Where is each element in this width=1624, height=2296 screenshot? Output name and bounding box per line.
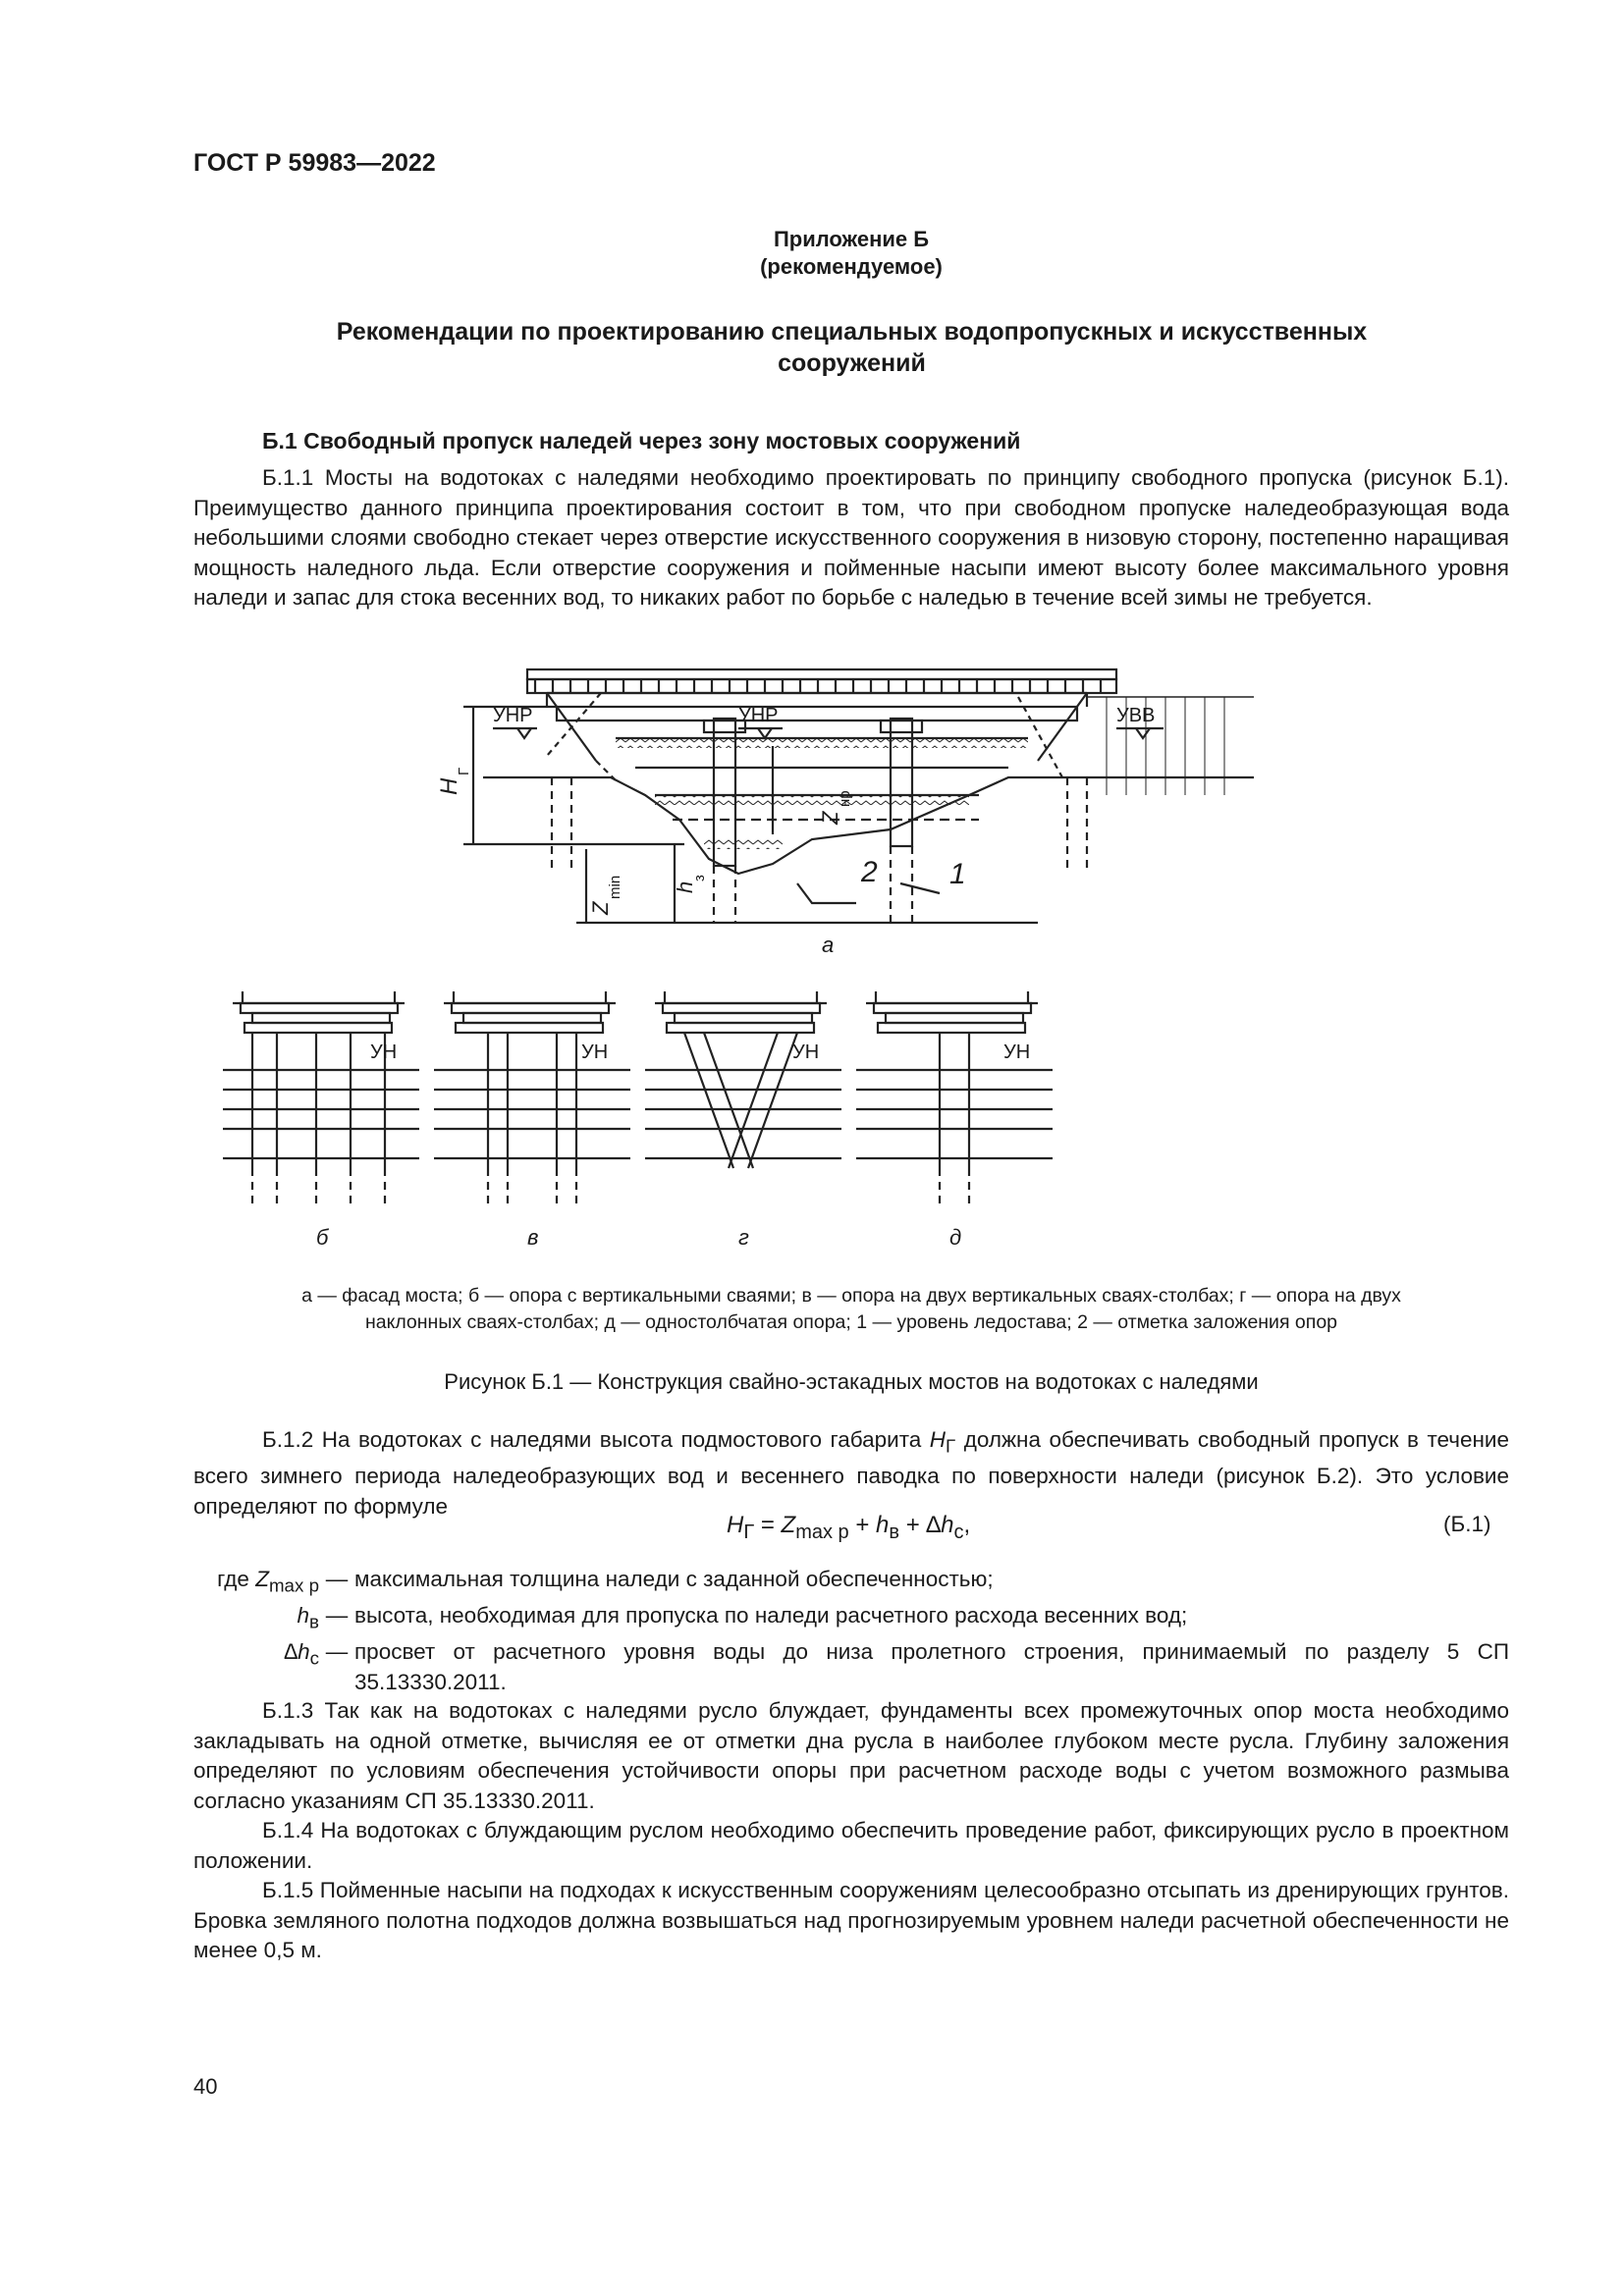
label-znr-sub: нр (837, 790, 853, 807)
section-title: Б.1 Свободный пропуск наледей через зону мостовых сооружений (262, 428, 1021, 454)
paragraph-b11 (193, 463, 1509, 614)
label-un-d: УН (1003, 1041, 1031, 1063)
label-hg: H (436, 777, 462, 795)
where-text-hv: высота, необходимая для пропуска по наледи расчетного расхода весенних вод; (354, 1603, 1188, 1628)
formula-tail: , (963, 1512, 971, 1538)
panel-b (223, 991, 419, 1207)
formula-lhs: H (727, 1512, 744, 1538)
formula-lhs-sub: Г (743, 1521, 755, 1543)
formula-t1-sub: max p (795, 1521, 849, 1543)
main-title: Рекомендации по проектированию специальных водопропускных и искусственных сооружений (336, 318, 1368, 377)
where-dash: — (325, 1639, 349, 1664)
label-2: 2 (861, 856, 878, 888)
label-zmin: Z (588, 901, 613, 915)
p2-text-a: Б.1.2 На водотоках с наледями высота подмостового габарита (262, 1427, 930, 1452)
label-g: г (738, 1225, 749, 1250)
figure-b1 (223, 658, 1489, 1256)
formula-t1: Z (781, 1512, 796, 1538)
figure-caption (193, 1283, 1509, 1336)
where-sym-hv: h (297, 1603, 310, 1628)
where-row-hv (193, 1601, 1509, 1637)
label-a: а (822, 933, 835, 957)
appendix-title: Приложение Б (773, 227, 930, 251)
formula-t2-sub: в (889, 1521, 900, 1543)
p2-symbol: H (929, 1427, 947, 1452)
formula-t3: h (941, 1512, 954, 1538)
where-prefix: где (217, 1567, 256, 1591)
where-row-dhc (193, 1637, 1509, 1697)
where-text-zmax: максимальная толщина наледи с заданной обеспеченностью; (354, 1567, 994, 1591)
appendix-status: (рекомендуемое) (760, 254, 943, 279)
where-sub-hv: в (309, 1611, 319, 1632)
label-znr: Z (818, 811, 842, 825)
paragraph-b11-text: Б.1.1 Мосты на водотоках с наледями необходимо проектировать по принципу свободного пропуска (рисунок Б.1). Преимущество данного принципа проектирования состоит в том, что при свободном пропуске наледеобразующая вода небольшими слоями свободно стекает через отверстие искусственного сооружения в низовую сторону, постепенно наращивая мощность наледного льда. Если отверстие сооружения и пойменные насыпи имеют высоту более максимального уровня наледи и запас для стока весенних вод, то никаких работ по борьбе с наледью в течение всей зимы не требуется. (193, 465, 1509, 610)
figure-title: Рисунок Б.1 — Конструкция свайно-эстакадных мостов на водотоках с наледями (444, 1369, 1259, 1394)
p2-text-b: должна обеспечивать свободный пропуск в течение всего зимнего периода наледеобразующих вод и весеннего паводка по поверхности наледи (рисунок Б.2). Это условие определяют по формуле (193, 1427, 1510, 1519)
where-row-zmax (193, 1565, 1509, 1601)
pier-labels (316, 1041, 1030, 1250)
where-text-dhc: просвет от расчетного уровня воды до низа пролетного строения, принимаемый по разделу 5 СП 35.13330.2011. (354, 1639, 1509, 1694)
label-h3-sub: з (691, 875, 708, 881)
figure-caption-line2: наклонных сваях-столбах; д — одностолбчатая опора; 1 — уровень ледостава; 2 — отметка заложения опор (364, 1311, 1338, 1333)
panel-g (645, 991, 841, 1168)
page-number: 40 (193, 2074, 218, 2099)
paragraphs-b13-b15 (193, 1696, 1509, 1966)
label-unr-left: УНР (493, 705, 533, 726)
label-d: д (949, 1225, 962, 1250)
formula-t3-sub: с (953, 1521, 964, 1543)
pier-panels (223, 991, 1053, 1207)
label-b: б (316, 1225, 329, 1250)
label-zmin-sub: min (607, 875, 623, 899)
formula-number: (Б.1) (1443, 1512, 1491, 1536)
where-dash: — (325, 1567, 349, 1591)
label-uvv: УВВ (1116, 705, 1156, 726)
label-unr-mid: УНР (738, 705, 779, 726)
formula-b1 (727, 1512, 970, 1544)
panel-d (856, 991, 1053, 1207)
where-sym-dhc: ∆h (284, 1639, 310, 1664)
figure-caption-line1: а — фасад моста; б — опора с вертикальными сваями; в — опора на двух вертикальных сваях-столбах; г — опора на двух (301, 1285, 1401, 1307)
where-sym-zmax: Z (255, 1567, 269, 1591)
label-hg-sub: Г (456, 767, 472, 775)
formula-plus1: + (848, 1512, 877, 1538)
formula-plus2: + ∆ (899, 1512, 942, 1538)
paragraph-b12 (193, 1425, 1509, 1522)
formula-eq: = (754, 1512, 782, 1538)
standard-header: ГОСТ Р 59983—2022 (193, 149, 436, 177)
paragraph-b14: Б.1.4 На водотоках с блуждающим руслом необходимо обеспечить проведение работ, фиксирующих русло в проектном положении. (193, 1818, 1509, 1873)
paragraph-b15: Б.1.5 Пойменные насыпи на подходах к искусственным сооружениям целесообразно отсыпать из дренирующих грунтов. Бровка земляного полотна подходов должна возвышаться над прогнозируемым уровнем наледи расчетной обеспеченности не менее 0,5 м. (193, 1878, 1509, 1962)
where-sub-dhc: с (309, 1647, 319, 1669)
label-1: 1 (949, 858, 966, 890)
formula-t2: h (876, 1512, 890, 1538)
where-sub-zmax: max p (268, 1575, 319, 1596)
appendix-heading (193, 226, 1509, 281)
label-un-v: УН (581, 1041, 609, 1063)
label-un-b: УН (370, 1041, 398, 1063)
where-block (193, 1565, 1509, 1697)
p2-symbol-sub: Г (946, 1435, 956, 1457)
label-h3: h (673, 881, 697, 893)
panel-v (434, 991, 630, 1207)
paragraph-b13: Б.1.3 Так как на водотоках с наледями русло блуждает, фундаменты всех промежуточных опор моста необходимо закладывать на одной отметке, вычисляя ее от отметки дна русла в наиболее глубоком месте русла. Глубину заложения определяют по условиям обеспечения устойчивости опоры при расчетном расходе воды с учетом возможного размыва согласно указаниям СП 35.13330.2011. (193, 1698, 1509, 1813)
label-un-g: УН (792, 1041, 820, 1063)
label-v: в (527, 1225, 539, 1250)
where-dash: — (325, 1603, 349, 1628)
